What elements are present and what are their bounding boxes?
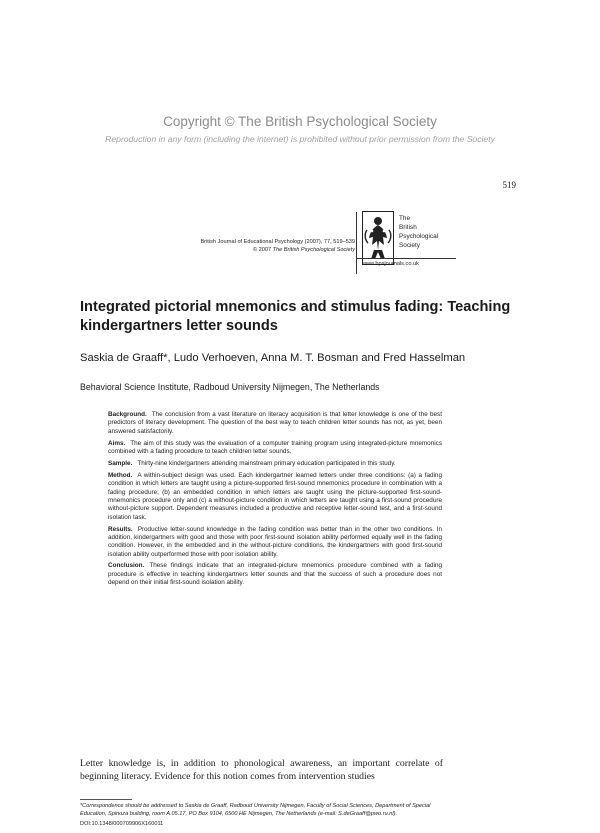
abstract xyxy=(108,411,442,591)
journal-line: British Journal of Educational Psychology (2007), 77, 519–539 xyxy=(200,239,355,245)
abstract-text: The aim of this study was the evaluation of a computer training program using integrated-picture mnemonics combined with a fading procedure to teach children letter sounds. xyxy=(108,439,442,455)
abstract-text: Thirty-nine kindergartners attending mainstream primary education participated in this study. xyxy=(137,459,396,467)
footnote-divider xyxy=(80,799,132,800)
bps-logo-icon xyxy=(362,211,394,265)
author-affiliation: Behavioral Science Institute, Radboud University Nijmegen, The Netherlands xyxy=(80,382,380,392)
abstract-heading: Conclusion. xyxy=(108,562,145,570)
abstract-sample xyxy=(108,460,442,468)
body-paragraph: Letter knowledge is, in addition to phonological awareness, an important correlate of beginning literacy. Evidence for this notion comes from intervention studies xyxy=(80,758,443,782)
copyright-prefix: © 2007 xyxy=(252,247,273,253)
publisher-url[interactable]: www.bpsjournals.co.uk xyxy=(362,261,419,267)
journal-citation xyxy=(200,238,355,254)
abstract-aims xyxy=(108,440,442,457)
abstract-heading: Method. xyxy=(108,471,133,479)
publisher-name xyxy=(399,214,438,250)
publisher-line: The xyxy=(399,215,411,222)
journal-copyright-line xyxy=(200,246,355,254)
page-number: 519 xyxy=(502,180,516,190)
reproduction-notice: Reproduction in any form (including the internet) is prohibited without prior permission from the Society xyxy=(105,134,495,144)
abstract-heading: Background. xyxy=(108,411,147,418)
abstract-text: A within-subject design was used. Each kindergartner learned letters under three conditions: (a) a fading condition in which letters are taught using a picture-supported first-sound mnemonics procedure in combination with a fading procedure; (b) an embedded condition in which letters are taught using the picture-supported first-sound-mnemonics procedure only and (c) a without-picture condition in which letters are taught using a first-sound procedure without-picture support. Dependent measures included a productive and receptive letter-sound test, and a first-sound isolation task. xyxy=(108,471,442,521)
publisher-line: Psychological xyxy=(399,233,439,240)
publisher-line: British xyxy=(399,224,417,231)
abstract-heading: Aims. xyxy=(108,439,126,447)
copyright-society: The British Psychological Society xyxy=(272,247,355,253)
abstract-background xyxy=(108,411,442,436)
doi: DOI:10.1348/000709906X160011 xyxy=(80,821,164,827)
abstract-heading: Results. xyxy=(108,525,133,533)
copyright-banner: Copyright © The British Psychological Society xyxy=(163,114,437,129)
abstract-text: The conclusion from a vast literature on literacy acquisition is that letter knowledge is one of the best predictors of literacy development. The question of the best way to teach children letter sounds has not, as yet, been answered satisfactorily. xyxy=(108,411,442,435)
abstract-text: Productive letter-sound knowledge in the fading condition was better than in the other two conditions. In addition, kindergartners with good and those with poor first-sound isolation ability performed equally well in the fading condition. However, in the embedded and in the without-picture conditions, the kindergartners with good first-sound isolation ability outperformed those with poor isolation ability. xyxy=(108,525,442,558)
article-title: Integrated pictorial mnemonics and stimulus fading: Teaching kindergartners letter sounds xyxy=(80,299,511,334)
abstract-conclusion xyxy=(108,562,442,587)
abstract-results xyxy=(108,526,442,559)
abstract-method xyxy=(108,472,442,522)
publisher-line: Society xyxy=(399,242,420,249)
correspondence-footnote: *Correspondence should be addressed to Saskia de Graaff, Radboud University Nijmegen, Faculty of Social Sciences, Department of Special Education, Spinoza building, room A.05.17, PO Box 9104, 6500 HE Nijmegen, The Netherlands (e-mail: S.deGraaff@pwo.ru.nl). xyxy=(80,803,431,817)
abstract-text: These findings indicate that an integrated-picture mnemonics procedure combined with a fading procedure is effective in teaching kindergartners letter sounds and that the success of such a procedure does not depend on their initial first-sound isolation ability. xyxy=(108,562,442,587)
article-authors: Saskia de Graaff*, Ludo Verhoeven, Anna M. T. Bosman and Fred Hasselman xyxy=(80,352,466,364)
url-divider xyxy=(356,258,456,259)
abstract-heading: Sample. xyxy=(108,459,133,467)
publisher-divider xyxy=(356,212,357,274)
